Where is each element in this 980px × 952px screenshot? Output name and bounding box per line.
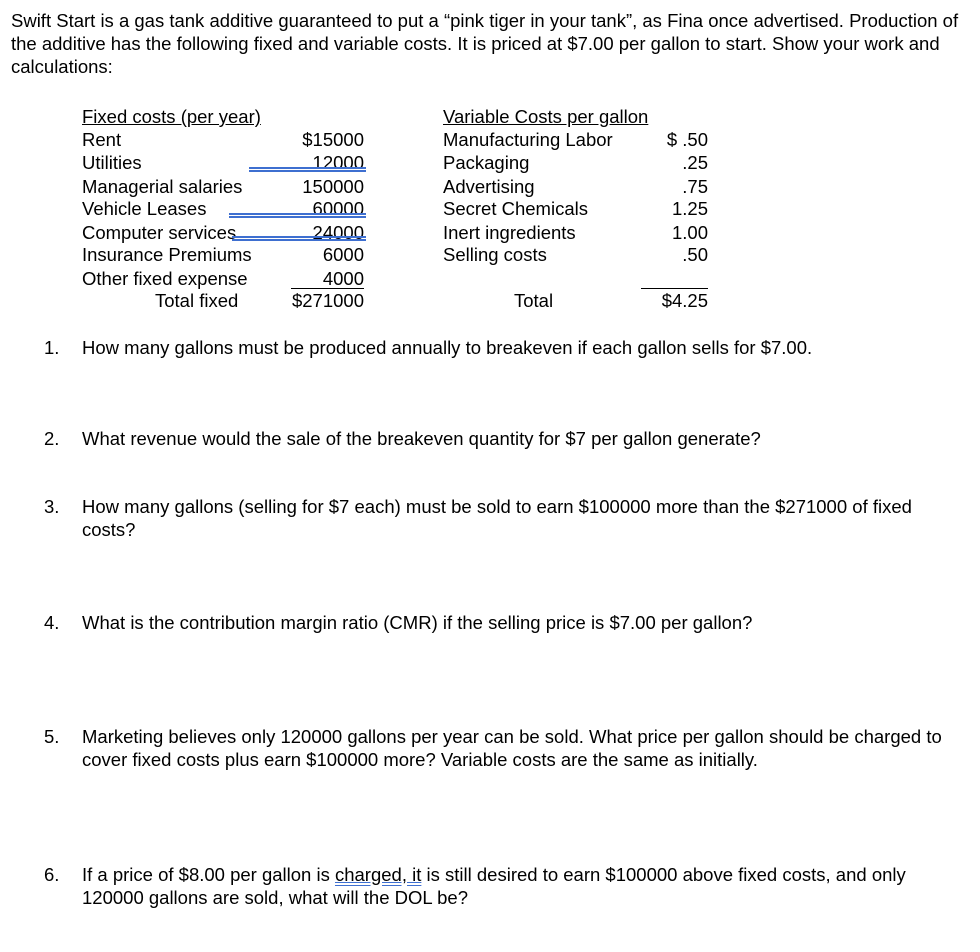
variable-item-value: $ .50 <box>666 129 708 150</box>
question-item <box>44 863 964 909</box>
variable-item-label: Manufacturing Labor <box>443 129 613 150</box>
fixed-item-label: Insurance Premiums <box>82 244 252 265</box>
variable-item-value: .50 <box>682 244 708 265</box>
variable-costs-heading: Variable Costs per gallon <box>443 106 649 127</box>
intro-text: Swift Start is a gas tank additive guaranteed to put a “pink tiger in your tank”, as Fina once advertised. Production of the additive has the following fixed and variable costs. It is priced at $7.00 per gallon to start. Show your work and calculations: <box>11 10 959 77</box>
variable-item-label: Packaging <box>443 152 530 173</box>
variable-item-label: Inert ingredients <box>443 222 576 243</box>
fixed-total-value: $271000 <box>291 290 364 311</box>
question-text: What is the contribution margin ratio (CMR) if the selling price is $7.00 per gallon? <box>82 612 753 633</box>
fixed-item-label: Utilities <box>82 152 142 173</box>
question-number: 2. <box>44 428 60 449</box>
fixed-item-value: 4000 <box>322 268 364 289</box>
question-item <box>44 611 964 634</box>
question-number: 4. <box>44 612 60 633</box>
question-item <box>44 336 964 359</box>
question-text: Marketing believes only 120000 gallons per year can be sold. What price per gallon should be charged to cover fixed costs plus earn $100000 more? Variable costs are the same as initially. <box>82 726 942 770</box>
fixed-item-value: 24000 <box>312 222 364 243</box>
question-number: 6. <box>44 864 60 885</box>
variable-total-value: $4.25 <box>661 290 708 311</box>
question-number: 5. <box>44 726 60 747</box>
blue-double-underline <box>232 236 366 241</box>
variable-item-label: Selling costs <box>443 244 547 265</box>
variable-item-value: .75 <box>682 176 708 197</box>
question-item <box>44 495 964 541</box>
question-text-part: If a price of $8.00 per gallon is <box>82 864 335 885</box>
fixed-item-label: Managerial salaries <box>82 176 243 197</box>
fixed-item-value: 150000 <box>302 176 364 197</box>
fixed-total-label: Total fixed <box>155 290 239 311</box>
fixed-item-label: Rent <box>82 129 122 150</box>
question-text: What revenue would the sale of the breakeven quantity for $7 per gallon generate? <box>82 428 761 449</box>
grammar-flagged-text: charged, it <box>334 864 422 885</box>
question-number: 3. <box>44 496 60 517</box>
fixed-item-label: Vehicle Leases <box>82 198 207 219</box>
question-text-part: is still desired to earn $100000 above fixed costs, and only 120000 gallons are sold, what will the DOL be? <box>82 864 906 908</box>
blue-double-underline <box>229 213 366 218</box>
blue-double-underline <box>249 167 366 172</box>
question-text: How many gallons must be produced annually to breakeven if each gallon sells for $7.00. <box>82 337 813 358</box>
fixed-item-label: Other fixed expense <box>82 268 248 289</box>
fixed-item-value: 6000 <box>322 244 364 265</box>
question-item <box>44 427 964 450</box>
variable-item-label: Secret Chemicals <box>443 198 588 219</box>
fixed-item-value: $15000 <box>302 129 364 150</box>
variable-item-value: 1.25 <box>671 198 708 219</box>
question-number: 1. <box>44 337 60 358</box>
question-item <box>44 725 964 771</box>
intro-paragraph <box>11 9 966 78</box>
variable-total-label: Total <box>514 290 554 311</box>
fixed-item-value: 12000 <box>312 152 364 173</box>
fixed-costs-heading: Fixed costs (per year) <box>82 106 261 127</box>
variable-item-value: .25 <box>682 152 708 173</box>
question-text: How many gallons (selling for $7 each) must be sold to earn $100000 more than the $271000 of fixed costs? <box>82 496 912 540</box>
question-text <box>82 863 964 909</box>
variable-item-value: 1.00 <box>671 222 708 243</box>
fixed-item-label: Computer services <box>82 222 237 243</box>
fixed-item-value: 60000 <box>312 198 364 219</box>
variable-item-label: Advertising <box>443 176 535 197</box>
